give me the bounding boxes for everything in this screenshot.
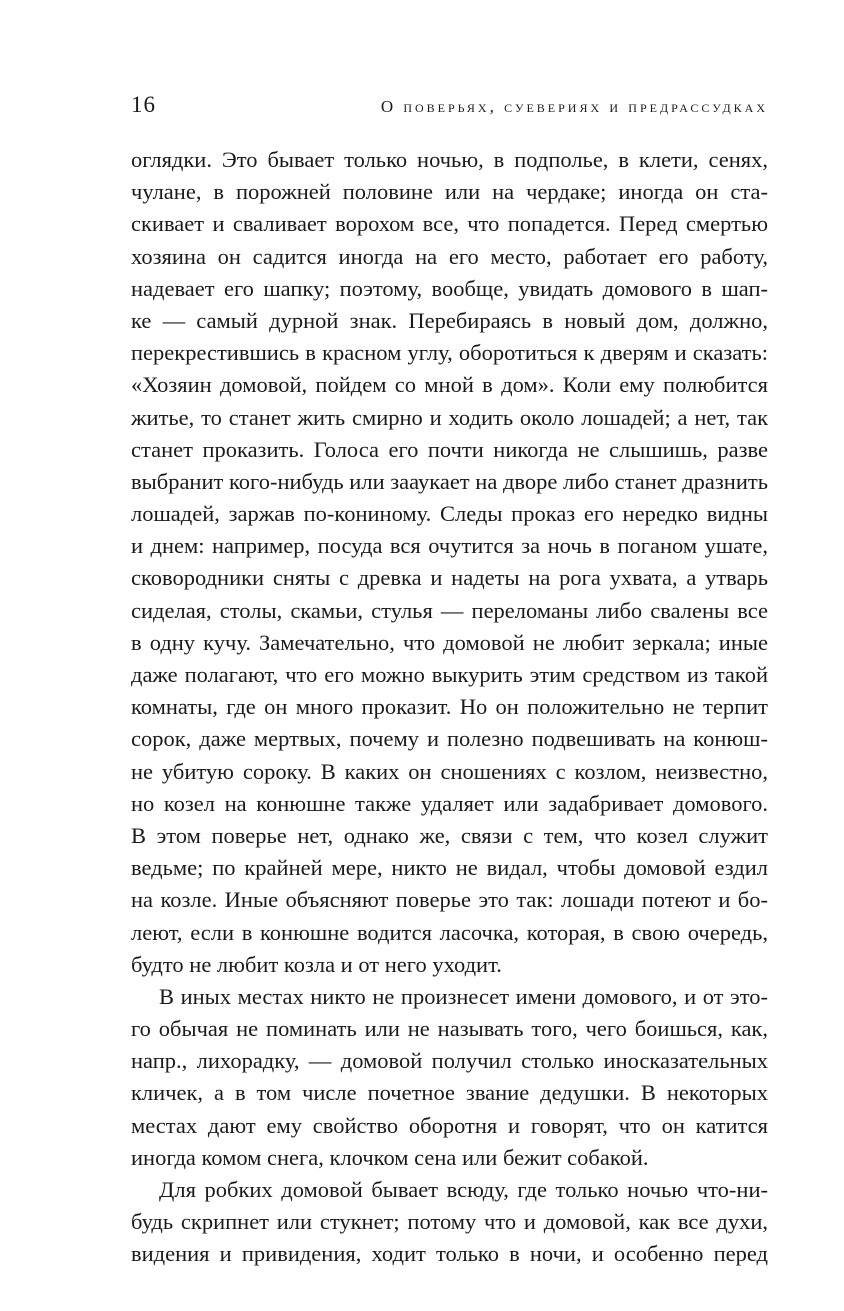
text-line: не убитую сороку. В каких он сношениях с козлом, неизвестно, xyxy=(131,758,768,784)
text-line: ведьме; по крайней мере, никто не видал, чтобы домовой ездил xyxy=(131,855,768,881)
running-head xyxy=(131,92,768,124)
text-line: Для робких домовой бывает всюду, где только ночью что-ни- xyxy=(159,1177,768,1202)
paragraph xyxy=(131,1174,768,1271)
text-line: «Хозяин домовой, пойдем со мной в дом». Коли ему полюбится xyxy=(131,372,768,398)
text-line: даже полагают, что его можно выкурить этим средством из такой xyxy=(131,662,768,687)
text-line: видения и привидения, ходит только в ночи, и особенно перед xyxy=(131,1241,768,1267)
text-line: и днем: например, посуда вся очутится за ночь в поганом ушате, xyxy=(131,533,768,559)
text-line: чулане, в порожней половине или на чердаке; иногда он ста- xyxy=(131,179,768,205)
text-line: станет проказить. Голоса его почти никогда не слышишь, разве xyxy=(131,436,768,462)
text-line: хозяина он садится иногда на его место, работает его работу, xyxy=(131,243,768,269)
paragraph xyxy=(131,981,768,1174)
text-line: В иных местах никто не произнесет имени домового, и от это- xyxy=(159,983,768,1009)
text-line: леют, если в конюшне водится ласочка, которая, в свою очередь, xyxy=(131,919,768,945)
text-line: на козле. Иные объясняют поверье это так: лошади потеют и бо- xyxy=(131,887,768,913)
text-line: кличек, а в том числе почетное звание дедушки. В некоторых xyxy=(131,1080,768,1106)
running-title: О поверьях, суевериях и предрассудках xyxy=(380,97,768,116)
text-line: сиделая, столы, скамьи, стулья — переломаны либо свалены все xyxy=(131,597,768,623)
text-line: го обычая не поминать или не называть того, чего боишься, как, xyxy=(131,1016,768,1042)
text-line: скивает и сваливает ворохом все, что попадется. Перед смертью xyxy=(131,211,768,237)
body-text xyxy=(131,144,768,1271)
text-line: иногда комом снега, клочком сена или бежит собакой. xyxy=(131,1144,649,1170)
text-line: оглядки. Это бывает только ночью, в подполье, в клети, сенях, xyxy=(131,147,768,172)
text-line: житье, то станет жить смирно и ходить около лошадей; а нет, так xyxy=(131,404,768,430)
text-line: напр., лихорадку, — домовой получил столько иносказательных xyxy=(131,1048,768,1074)
text-line: сковородники сняты с древка и надеты на рога ухвата, а утварь xyxy=(131,565,768,591)
text-line: комнаты, где он много проказит. Но он положительно не терпит xyxy=(131,694,768,720)
text-line: выбранит кого-нибудь или зааукает на дворе либо станет дразнить xyxy=(131,468,768,494)
text-line: местах дают ему свойство оборотня и говорят, что он катится xyxy=(131,1112,768,1138)
page-number: 16 xyxy=(131,92,156,117)
text-line: ке — самый дурной знак. Перебираясь в новый дом, должно, xyxy=(131,307,768,333)
text-line: в одну кучу. Замечательно, что домовой не любит зеркала; иные xyxy=(131,629,768,655)
text-line: В этом поверье нет, однако же, связи с тем, что козел служит xyxy=(131,822,768,848)
text-line: сорок, даже мертвых, почему и полезно подвешивать на конюш- xyxy=(131,726,768,752)
text-line: будто не любит козла и от него уходит. xyxy=(131,951,502,977)
text-line: перекрестившись в красном углу, оборотиться к дверям и сказать: xyxy=(131,340,768,366)
text-line: но козел на конюшне также удаляет или задабривает домового. xyxy=(131,790,768,816)
text-line: будь скрипнет или стукнет; потому что и домовой, как все духи, xyxy=(131,1209,768,1235)
paragraph xyxy=(131,144,768,981)
text-line: надевает его шапку; поэтому, вообще, увидать домового в шап- xyxy=(131,275,768,301)
text-line: лошадей, заржав по-кониному. Следы проказ его нередко видны xyxy=(131,501,768,527)
